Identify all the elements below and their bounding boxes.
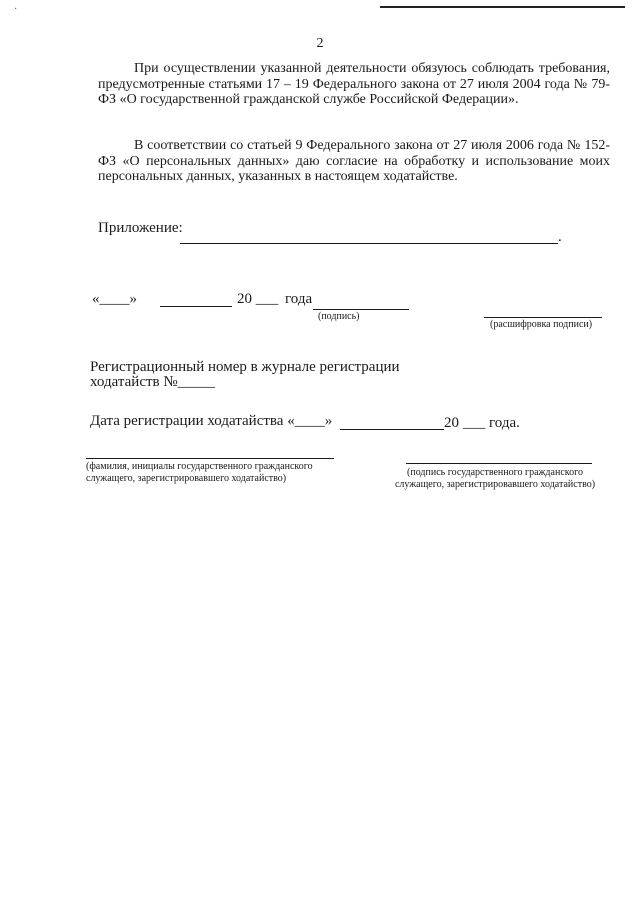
registration-date-label: Дата регистрации ходатайства «____»: [90, 413, 333, 429]
date-month-line: [160, 306, 232, 307]
registrar-name-caption: (фамилия, инициалы государственного гражданского служащего, зарегистрировавшего ходатайство): [86, 461, 313, 484]
date-year-suffix: года: [285, 291, 313, 307]
registration-number-line1: Регистрационный номер в журнале регистрации: [90, 359, 400, 375]
scan-edge-line: [380, 6, 625, 8]
date-day: «____»: [92, 291, 137, 307]
registrar-signature-caption: (подпись государственного гражданского служащего, зарегистрировавшего ходатайство): [394, 467, 596, 490]
attachment-period: .: [558, 229, 562, 245]
date-year-prefix: 20 ___: [237, 291, 279, 307]
decode-caption: (расшифровка подписи): [490, 319, 593, 330]
paragraph-consent: В соответствии со статьей 9 Федерального закона от 27 июля 2006 года № 152-ФЗ «О персональных данных» даю согласие на обработку и использование моих персональных данных, указанных в настоящем ходатайстве.: [98, 138, 610, 185]
decode-line: [484, 317, 602, 318]
paragraph-obligation: При осуществлении указанной деятельности обязуюсь соблюдать требования, предусмотренные статьями 17 – 19 Федерального закона от 27 июля 2004 года № 79-ФЗ «О государственной гражданской службе Российской Федерации».: [98, 61, 610, 108]
attachment-fill-line: [180, 243, 558, 244]
signature-caption: (подпись): [318, 311, 360, 322]
page-number: 2: [316, 36, 324, 51]
signature-line: [313, 309, 409, 310]
registration-number-line2: ходатайств №_____: [90, 374, 216, 390]
registrar-signature-line: [406, 463, 592, 464]
registration-date-month-line: [340, 429, 444, 430]
registration-date-year: 20 ___ года.: [444, 415, 520, 431]
attachment-label: Приложение:: [98, 220, 183, 236]
registrar-name-line: [86, 458, 334, 459]
scan-artifact-mark: ·: [14, 4, 18, 15]
